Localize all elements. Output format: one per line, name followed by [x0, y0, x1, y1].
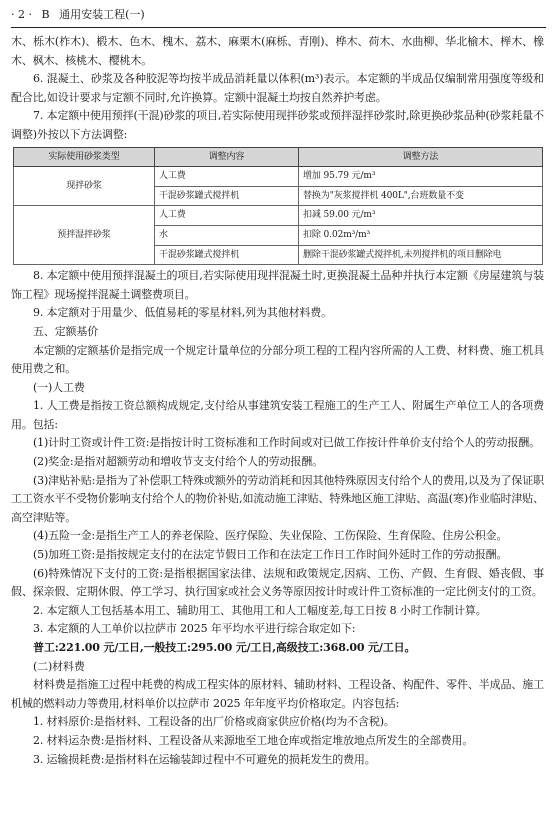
paragraph-list: [11, 267, 544, 769]
paragraph: (4)五险一金:是指生产工人的养老保险、医疗保险、失业保险、工伤保险、生育保险、住房公积金。: [33, 529, 508, 543]
table-header-cell: 调整内容: [155, 147, 299, 167]
paragraph: 2. 材料运杂费:是指材料、工程设备从来源地至工地仓库或指定堆放地点所发生的全部费用。: [33, 733, 474, 747]
paragraph: (6)特殊情况下支付的工资:是指根据国家法律、法规和政策规定,因病、工伤、产假、生育假、婚丧假、事假、探亲假、定期休假、停工学习、执行国家或社会义务等原因按计时或计件工资标准的一定比例支付的工资。: [11, 566, 544, 599]
paragraph: (5)加班工资:是指按规定支付的在法定节假日工作和在法定工作日工作时间外延时工作的劳动报酬。: [33, 548, 508, 562]
paragraph: (二)材料费: [33, 659, 85, 673]
adjust-content-cell: 干混砂浆罐式搅拌机: [155, 245, 299, 265]
book-title: 通用安装工程(一): [59, 8, 145, 21]
body-text: [11, 33, 544, 769]
table-header-row: [14, 147, 543, 167]
page-header: [11, 5, 546, 28]
adjust-method-cell: 删除干混砂浆罐式搅拌机,未列搅拌机的项目删除电: [299, 245, 543, 265]
adjust-content-cell: 水: [155, 225, 299, 245]
paragraph: 9. 本定额对于用量少、低值易耗的零星材料,列为其他材料费。: [33, 306, 332, 320]
paragraph: 7. 本定额中使用预拌(干混)砂浆的项目,若实际使用现拌砂浆或预拌湿拌砂浆时,除更换砂浆品种(砂浆耗量不调整)外按以下方法调整:: [11, 109, 544, 141]
paragraph: 五、定额基价: [33, 324, 99, 338]
paragraph: 本定额的定额基价是指完成一个规定计量单位的分部分项工程的工程内容所需的人工费、材料费、施工机具使用费之和。: [11, 343, 544, 376]
adjust-content-cell: 人工费: [155, 206, 299, 226]
adjust-method-cell: 扣除 0.02m³/m³: [299, 225, 543, 245]
mortar-adjustment-table: [13, 147, 543, 266]
paragraph: (一)人工费: [33, 380, 85, 394]
section-letter: B: [41, 8, 50, 21]
paragraph: 3. 运输损耗费:是指材料在运输装卸过程中不可避免的损耗发生的费用。: [33, 752, 376, 766]
table-row: [14, 167, 543, 187]
paragraph: 6. 混凝土、砂浆及各种胶泥等均按半成品消耗量以体积(m³)表示。本定额的半成品仅编制常用强度等级和配合比,如设计要求与定额不同时,允许换算。定额中混凝土均按自然养护考虑。: [11, 72, 544, 104]
table-row: [14, 206, 543, 226]
paragraph: (2)奖金:是指对超额劳动和增收节支支付给个人的劳动报酬。: [33, 455, 323, 469]
adjust-content-cell: 干混砂浆罐式搅拌机: [155, 186, 299, 206]
mortar-type-cell: 预拌湿拌砂浆: [14, 206, 155, 265]
adjust-method-cell: 替换为"灰浆搅拌机 400L",台班数量不变: [299, 186, 543, 206]
paragraph: (3)津贴补贴:是指为了补偿职工特殊或额外的劳动消耗和因其他特殊原因支付给个人的费用,以及为了保证职工工资水平不受物价影响支付给个人的物价补贴,如流动施工津贴、特殊地区施工津贴、高温(寒)作业临时津贴、高空津贴等。: [11, 473, 544, 524]
table-header-cell: 实际使用砂浆类型: [14, 147, 155, 167]
mortar-type-cell: 现拌砂浆: [14, 167, 155, 206]
paragraph: 8. 本定额中使用预拌混凝土的项目,若实际使用现拌混凝土时,更换混凝土品种并执行本定额《房屋建筑与装饰工程》现场搅拌混凝土调整费项目。: [11, 269, 544, 301]
paragraph: 1. 材料原价:是指材料、工程设备的出厂价格或商家供应价格(均为不含税)。: [33, 715, 395, 729]
adjust-content-cell: 人工费: [155, 167, 299, 187]
paragraph: 1. 人工费是指按工资总额构成规定,支付给从事建筑安装工程施工的生产工人、附属生产单位工人的各项费用。包括:: [11, 399, 544, 431]
adjust-method-cell: 增加 95.79 元/m³: [299, 167, 543, 187]
page-number: · 2 ·: [11, 8, 32, 21]
adjust-method-cell: 扣减 59.00 元/m³: [299, 206, 543, 226]
paragraph: 木、栎木(柞木)、椴木、色木、槐木、荔木、麻栗木(麻栎、青刚)、桦木、荷木、水曲柳、华北榆木、榉木、橡木、枫木、核桃木、樱桃木。: [11, 35, 544, 67]
paragraph: 普工:221.00 元/工日,一般技工:295.00 元/工日,高级技工:368.00 元/工日。: [33, 641, 416, 654]
paragraph: 2. 本定额人工包括基本用工、辅助用工、其他用工和人工幅度差,每工日按 8 小时工作制计算。: [33, 603, 487, 617]
table-header-cell: 调整方法: [299, 147, 543, 167]
paragraph: (1)计时工资或计件工资:是指按计时工资标准和工作时间或对已做工作按计件单价支付给个人的劳动报酬。: [33, 436, 540, 450]
paragraph: 3. 本定额的人工单价以拉萨市 2025 年平均水平进行综合取定如下:: [33, 622, 356, 636]
paragraph: 材料费是指施工过程中耗费的构成工程实体的原材料、辅助材料、工程设备、构配件、零件、半成品、施工机械的燃料动力等费用,材料单价以拉萨市 2025 年年度平均价格取定。内容包括:: [11, 678, 544, 710]
